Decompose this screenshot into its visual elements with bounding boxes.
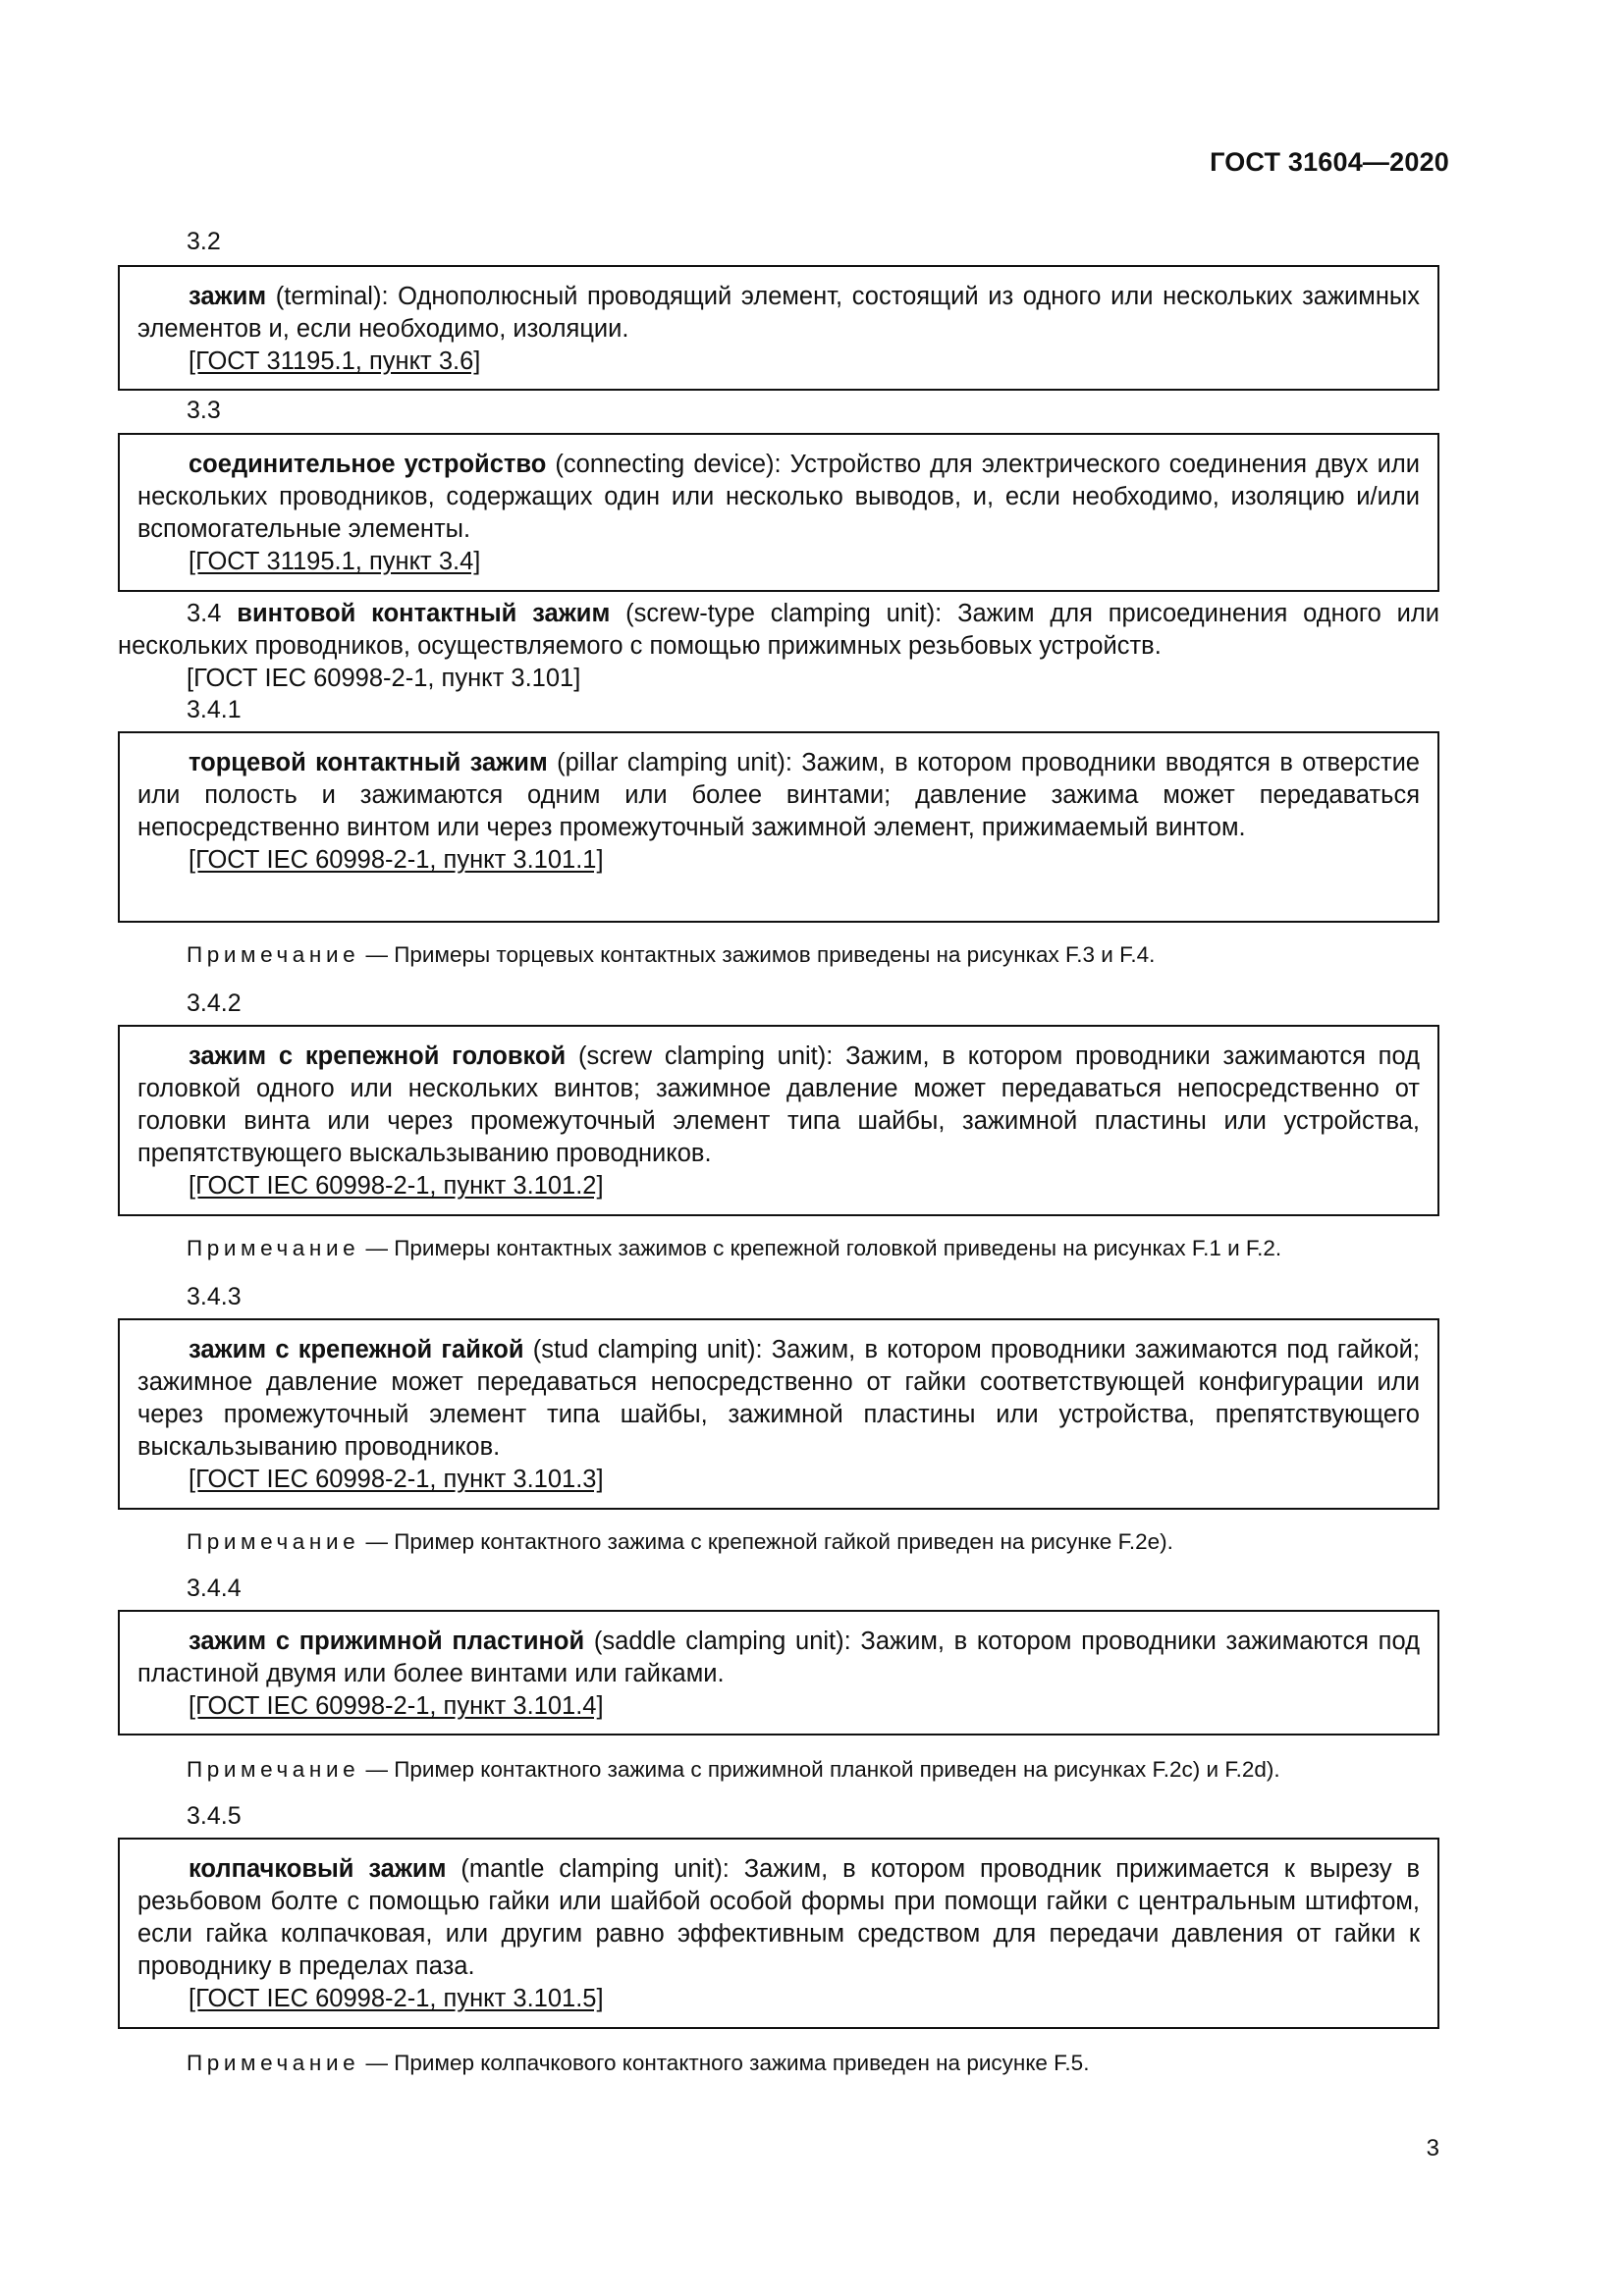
note-text: Пример контактного зажима с крепежной гайкой приведен на рисунке F.2e). [394,1529,1173,1554]
note-3-4-2 [187,1236,1281,1261]
source-reference: [ГОСТ IEC 60998-2-1, пункт 3.101] [187,665,581,692]
note-label: Примечание [187,1529,360,1554]
clause-number-3-2: 3.2 [187,228,221,255]
definition-text [137,281,1420,346]
definition-text [137,1626,1420,1690]
clause-number-3-4: 3.4 [187,600,222,627]
definition-text [137,1853,1420,1983]
definition-box-3-4-1 [118,731,1439,923]
definition-body: (screw clamping unit): Зажим, в котором проводники зажимаются под головкой одного или нескольких винтов; зажимное давление может передаваться непосредственно от головки винта или через промежуточный элемент типа шайбы, зажимной пластины или устройства, препятствующего выскальзыванию проводников. [137,1042,1420,1167]
term: колпачковый зажим [189,1855,447,1883]
page-number: 3 [1426,2135,1439,2162]
note-text: Пример колпачкового контактного зажима приведен на рисунке F.5. [394,2051,1090,2075]
definition-text [118,598,1439,663]
definition-box-3-4-4 [118,1610,1439,1735]
term: винтовой контактный зажим [237,600,611,627]
definition-box-3-4-2 [118,1025,1439,1216]
clause-number-3-4-5: 3.4.5 [187,1802,242,1830]
note-3-4-1 [187,942,1155,968]
source-reference: [ГОСТ IEC 60998-2-1, пункт 3.101.1] [189,846,604,874]
clause-3-4 [118,598,1439,695]
definition-text [137,1334,1420,1464]
definition-text [137,747,1420,844]
clause-number-3-3: 3.3 [187,397,221,424]
note-label: Примечание [187,2051,360,2075]
definition-body: (terminal): Однополюсный проводящий элемент, состоящий из одного или нескольких зажимных элементов и, если необходимо, изоляции. [137,283,1420,343]
definition-box-3-2 [118,265,1439,391]
clause-number-3-4-1: 3.4.1 [187,696,242,723]
note-dash: — [359,1529,395,1554]
definition-text [137,1041,1420,1170]
note-label: Примечание [187,942,360,967]
term: зажим с прижимной пластиной [189,1628,585,1655]
definition-box-3-4-5 [118,1838,1439,2029]
note-dash: — [359,2051,395,2075]
source-reference: [ГОСТ IEC 60998-2-1, пункт 3.101.3] [189,1466,604,1493]
definition-body: (stud clamping unit): Зажим, в котором проводники зажимаются под гайкой; зажимное давление может передаваться непосредственно от гайки соответствующей конфигурации или через промежуточный элемент типа шайбы, зажимной пластины или устройства, препятствующего выскальзыванию проводников. [137,1336,1420,1461]
clause-number-3-4-2: 3.4.2 [187,989,242,1017]
note-text: Примеры торцевых контактных зажимов приведены на рисунках F.3 и F.4. [394,942,1156,967]
note-label: Примечание [187,1236,360,1260]
clause-number-3-4-3: 3.4.3 [187,1283,242,1310]
definition-body: (connecting device): Устройство для электрического соединения двух или нескольких проводников, содержащих один или несколько выводов, и, если необходимо, изоляцию и/или вспомогательные элементы. [137,451,1420,543]
source-reference: [ГОСТ 31195.1, пункт 3.4] [189,548,481,575]
definition-box-3-3 [118,433,1439,592]
definition-box-3-4-3 [118,1318,1439,1510]
term: зажим [189,283,267,310]
note-dash: — [359,1757,395,1782]
term: зажим с крепежной головкой [189,1042,567,1070]
definition-body: (screw-type clamping unit): Зажим для присоединения одного или нескольких проводников, осуществляемого с помощью прижимных резьбовых устройств. [118,600,1439,660]
clause-number-3-4-4: 3.4.4 [187,1575,242,1602]
note-3-4-3 [187,1529,1173,1555]
note-3-4-4 [187,1757,1280,1783]
note-dash: — [359,942,395,967]
note-dash: — [359,1236,395,1260]
definition-body: (mantle clamping unit): Зажим, в котором проводник прижимается к вырезу в резьбовом болте с помощью гайки или шайбой особой формы при помощи гайки с центральным штифтом, если гайка колпачковая, или другим равно эффективным средством для передачи давления от гайки к проводнику в пределах паза. [137,1855,1420,1980]
note-label: Примечание [187,1757,360,1782]
source-reference: [ГОСТ IEC 60998-2-1, пункт 3.101.4] [189,1692,604,1720]
definition-text [137,449,1420,546]
source-reference: [ГОСТ IEC 60998-2-1, пункт 3.101.5] [189,1985,604,2012]
source-reference: [ГОСТ IEC 60998-2-1, пункт 3.101.2] [189,1172,604,1200]
document-code: ГОСТ 31604—2020 [1210,147,1449,177]
source-reference: [ГОСТ 31195.1, пункт 3.6] [189,347,481,375]
term: зажим с крепежной гайкой [189,1336,524,1363]
note-text: Примеры контактных зажимов с крепежной головкой приведены на рисунках F.1 и F.2. [394,1236,1282,1260]
definition-body: (pillar clamping unit): Зажим, в котором проводники вводятся в отверстие или полость и зажимаются одним или более винтами; давление зажима может передаваться непосредственно винтом или через промежуточный зажимной элемент, прижимаемый винтом. [137,749,1420,841]
term: соединительное устройство [189,451,547,478]
term: торцевой контактный зажим [189,749,548,776]
note-text: Пример контактного зажима с прижимной планкой приведен на рисунках F.2c) и F.2d). [394,1757,1280,1782]
definition-body: (saddle clamping unit): Зажим, в котором проводники зажимаются под пластиной двумя или более винтами или гайками. [137,1628,1420,1687]
note-3-4-5 [187,2051,1089,2076]
